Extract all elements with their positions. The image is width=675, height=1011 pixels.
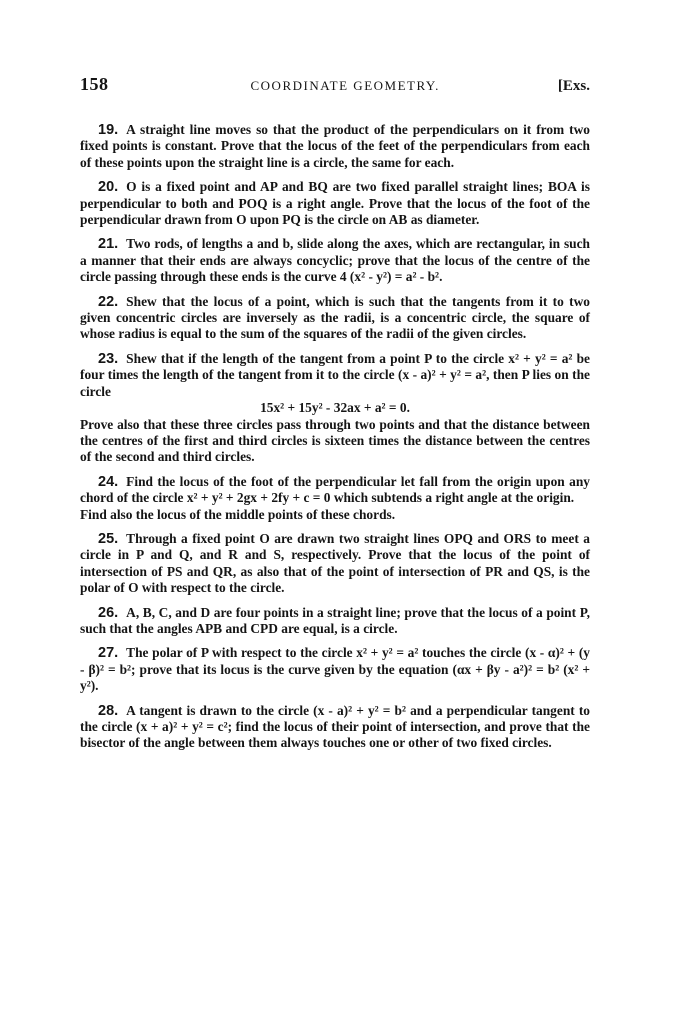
exercise-25 (80, 531, 590, 597)
exercise-24 (80, 474, 590, 523)
exercise-number: 27. (98, 645, 119, 662)
exercise-text: Two rods, of lengths a and b, slide along the axes, which are rectangular, in such a manner that their ends are always concyclic; prove that the locus of the centre of the circle passing through these ends is the curve 4 (x² - y²) = a² - b². (80, 236, 590, 285)
page-number: 158 (80, 74, 109, 94)
exercise-22 (80, 294, 590, 343)
exercise-number: 19. (98, 122, 119, 138)
exercise-number: 26. (98, 604, 119, 621)
exercise-26 (80, 605, 590, 638)
section-mark: [Exs. (557, 78, 590, 94)
exercise-number: 24. (98, 473, 119, 490)
exercise-23 (80, 351, 590, 466)
running-title: COORDINATE GEOMETRY. (250, 78, 440, 93)
exercise-number: 23. (98, 350, 119, 367)
exercise-text: A tangent is drawn to the circle (x - a)² + y² = b² and a perpendicular tangent to the circle (x + a)² + y² = c²; find the locus of their point of intersection, and prove that the bisector of the angle between them always touches one or other of two fixed circles. (80, 702, 590, 751)
exercise-text: A straight line moves so that the product of the perpendiculars on it from two fixed points is constant. Prove that the locus of the feet of the perpendiculars from each of these points upon the straight line is a circle, the same for each. (80, 122, 590, 170)
exercise-number: 22. (98, 293, 119, 310)
exercise-number: 20. (98, 179, 119, 196)
exercise-number: 28. (98, 702, 119, 719)
exercise-20 (80, 179, 590, 228)
exercise-text: Shew that the locus of a point, which is such that the tangents from it to two given concentric circles are inversely as the radii, is a concentric circle, the square of whose radius is equal to the sum of the squares of the radii of the given circles. (80, 293, 590, 342)
exercise-continuation: Find also the locus of the middle points of these chords. (80, 506, 396, 522)
exercise-text: A, B, C, and D are four points in a straight line; prove that the locus of a point P, such that the angles APB and CPD are equal, is a circle. (80, 604, 590, 636)
exercise-28 (80, 703, 590, 752)
exercise-27 (80, 645, 590, 694)
exercise-number: 25. (98, 530, 119, 547)
equation: 15x² + 15y² - 32ax + a² = 0. (260, 400, 410, 416)
book-page (80, 74, 590, 760)
exercise-text: The polar of P with respect to the circle x² + y² = a² touches the circle (x - α)² + (y - β)² = b²; prove that its locus is the curve given by the equation (αx + βy - a²)² = b² (x² + y²). (80, 645, 590, 694)
exercise-text: Through a fixed point O are drawn two straight lines OPQ and ORS to meet a circle in P and Q, and R and S, respectively. Prove that the locus of the point of intersection of PS and QR, as also that of the point of intersection of PR and QS, is the polar of O with respect to the circle. (80, 530, 590, 596)
running-header (80, 74, 590, 108)
exercise-19 (80, 122, 590, 171)
exercise-text: Shew that if the length of the tangent from a point P to the circle x² + y² = a² be four times the length of the tangent from it to the circle (x - a)² + y² = a², then P lies on the circle (80, 350, 590, 399)
exercise-continuation: Prove also that these three circles pass through two points and that the distance between the centres of the first and third circles is sixteen times the distance between the centres of the second and third circles. (80, 416, 590, 465)
exercise-21 (80, 236, 590, 285)
exercise-text: O is a fixed point and AP and BQ are two fixed parallel straight lines; BOA is perpendicular to both and POQ is a right angle. Prove that the locus of the foot of the perpendicular drawn from O upon PQ is the circle on AB as diameter. (80, 179, 590, 228)
exercise-text: Find the locus of the foot of the perpendicular let fall from the origin upon any chord of the circle x² + y² + 2gx + 2fy + c = 0 which subtends a right angle at the origin. (80, 473, 590, 506)
exercise-number: 21. (98, 236, 119, 253)
